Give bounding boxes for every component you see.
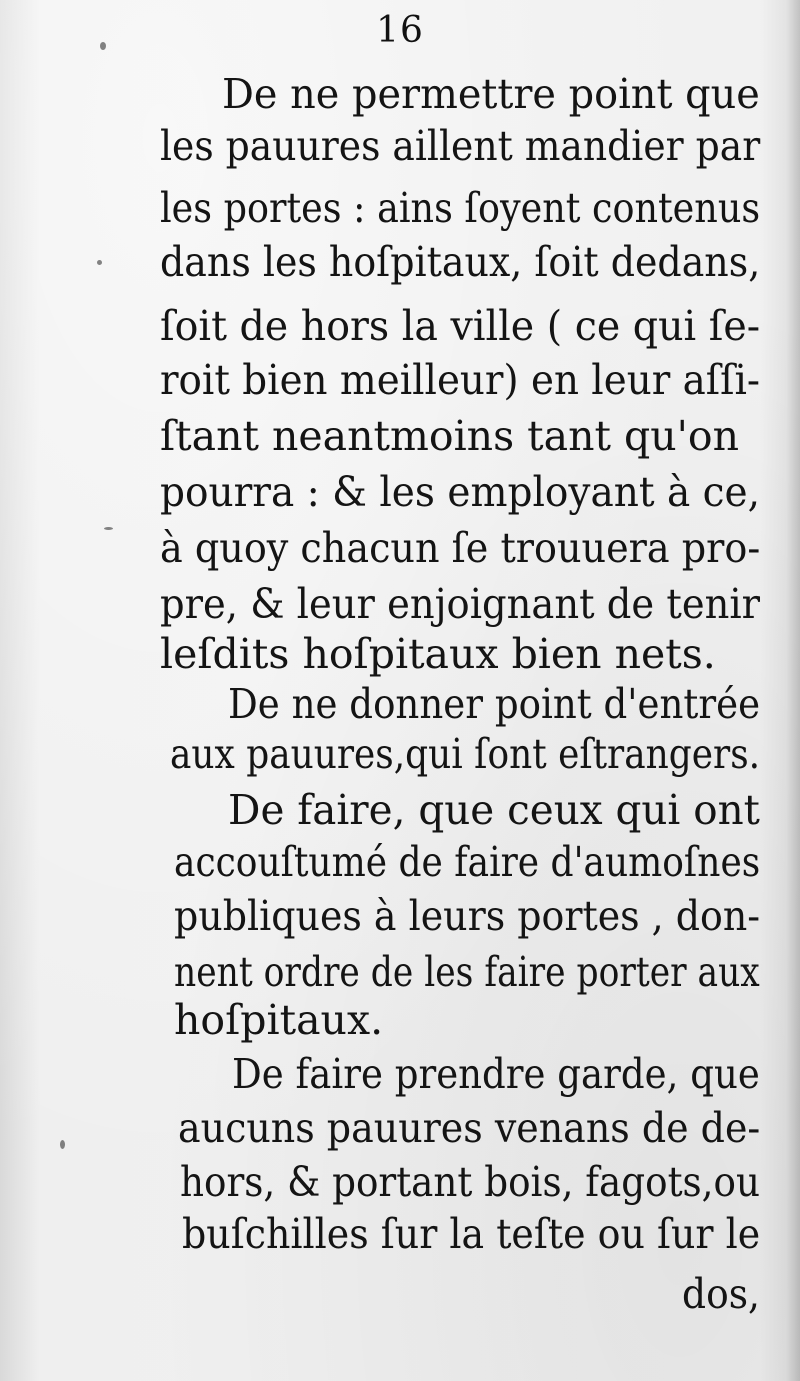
text-line: roit bien meilleur) en leur aſſi- <box>160 356 761 404</box>
text-line: De faire prendre garde, que <box>232 1050 760 1098</box>
text-line: De ne donner point d'entrée <box>228 680 761 728</box>
text-line: De ne permettre point que <box>222 70 760 118</box>
text-line: ſtant neantmoins tant qu'on <box>160 412 740 460</box>
text-line: aucuns pauures venans de de- <box>178 1104 761 1152</box>
text-line: hors, & portant bois, fagots,ou <box>180 1158 760 1206</box>
page-edge-shadow <box>786 0 800 1381</box>
text-line: les pauures aillent mandier par <box>160 122 761 170</box>
text-line: leſdits hoſpitaux bien nets. <box>160 630 716 678</box>
text-line: dans les hoſpitaux, ſoit dedans, <box>160 238 761 286</box>
text-line: hoſpitaux. <box>174 996 384 1044</box>
text-line: pourra : & les employant à ce, <box>160 468 761 516</box>
text-line: buſchilles ſur la teſte ou ſur le <box>182 1210 761 1258</box>
text-line: De faire, que ceux qui ont <box>228 786 760 834</box>
text-line: publiques à leurs portes , don- <box>174 892 761 940</box>
text-line: nent ordre de les faire porter aux <box>174 948 760 996</box>
ink-speck <box>97 260 102 265</box>
page-number: 16 <box>376 10 424 51</box>
text-line: pre, & leur enjoignant de tenir <box>160 580 761 628</box>
ink-speck <box>104 527 113 530</box>
text-line: ſoit de hors la ville ( ce qui ſe- <box>160 302 761 350</box>
text-line: les portes : ains ſoyent contenus <box>160 184 761 232</box>
catchword: dos, <box>682 1270 760 1318</box>
text-line: aux pauures,qui ſont eſtrangers. <box>170 730 761 778</box>
text-line: à quoy chacun ſe trouuera pro- <box>160 524 761 572</box>
text-line: accouſtumé de faire d'aumoſnes <box>174 838 761 886</box>
ink-speck <box>60 1140 65 1149</box>
